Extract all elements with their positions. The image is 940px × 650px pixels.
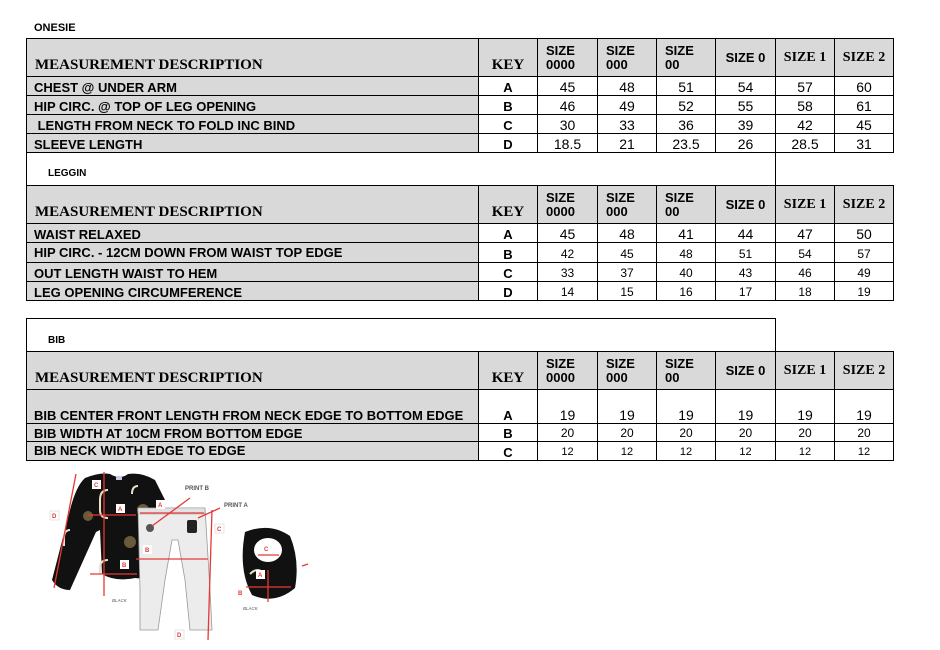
cell-size-00: 51 (657, 77, 716, 96)
table-header-row (27, 39, 894, 77)
leggin-section-header-box (26, 152, 776, 186)
table-row (27, 263, 894, 282)
cell-size-00: 23.5 (657, 134, 716, 153)
cell-size-2: 19 (835, 282, 894, 301)
svg-text:B: B (145, 548, 150, 554)
cell-size-0000: 33 (538, 263, 598, 282)
svg-text:A: A (158, 503, 163, 509)
leggin-size-table (26, 185, 894, 301)
table-row (27, 224, 894, 243)
cell-size-1: 54 (776, 243, 835, 263)
cell-size-0000: 12 (538, 442, 598, 461)
cell-size-0: 19 (716, 390, 776, 424)
cell-size-0: 26 (716, 134, 776, 153)
table-row (27, 282, 894, 301)
header-size-00 (657, 39, 716, 77)
cell-size-1: 19 (776, 390, 835, 424)
header-size-word: SIZE (606, 189, 635, 205)
row-key: A (479, 390, 538, 424)
cell-size-1: 12 (776, 442, 835, 461)
svg-text:C: C (264, 547, 269, 553)
cell-size-1: 47 (776, 224, 835, 243)
bib-section-header-box (26, 318, 776, 352)
cell-size-1: 58 (776, 96, 835, 115)
header-size-word: SIZE (665, 189, 694, 205)
cell-size-0000: 19 (538, 390, 598, 424)
row-key: D (479, 282, 538, 301)
cell-size-000: 49 (598, 96, 657, 115)
print-b-label: PRINT B (185, 486, 209, 492)
header-size-value: 0000 (546, 56, 575, 72)
header-size-word: SIZE (606, 355, 635, 371)
cell-size-2: 20 (835, 424, 894, 442)
cell-size-0000: 18.5 (538, 134, 598, 153)
cell-size-00: 41 (657, 224, 716, 243)
row-description: HIP CIRC. - 12CM DOWN FROM WAIST TOP EDGE (27, 243, 479, 263)
table-row (27, 134, 894, 153)
header-size-0000 (538, 186, 598, 224)
cell-size-00: 48 (657, 243, 716, 263)
row-description: SLEEVE LENGTH (27, 134, 479, 153)
header-size-000 (598, 39, 657, 77)
bib-graphic (243, 528, 297, 599)
row-key: B (479, 96, 538, 115)
header-size-00 (657, 186, 716, 224)
header-key: KEY (479, 186, 538, 224)
table-row (27, 77, 894, 96)
svg-text:D: D (177, 633, 182, 639)
cell-size-0: 12 (716, 442, 776, 461)
cell-size-00: 19 (657, 390, 716, 424)
header-size-1: SIZE 1 (776, 186, 835, 224)
cell-size-000: 48 (598, 77, 657, 96)
row-description: WAIST RELAXED (27, 224, 479, 243)
cell-size-2: 12 (835, 442, 894, 461)
svg-text:D: D (52, 514, 57, 520)
header-size-2: SIZE 2 (835, 39, 894, 77)
garment-measurement-illustration (40, 470, 310, 640)
bib-size-table (26, 351, 894, 461)
cell-size-00: 52 (657, 96, 716, 115)
svg-text:A: A (118, 507, 123, 513)
cell-size-0: 20 (716, 424, 776, 442)
cell-size-2: 19 (835, 390, 894, 424)
cell-size-000: 21 (598, 134, 657, 153)
cell-size-00: 36 (657, 115, 716, 134)
cell-size-1: 28.5 (776, 134, 835, 153)
bib-section-title: BIB (48, 335, 66, 346)
cell-size-000: 37 (598, 263, 657, 282)
print-a-label: PRINT A (224, 503, 248, 509)
cell-size-0: 43 (716, 263, 776, 282)
cell-size-2: 61 (835, 96, 894, 115)
header-size-value: 000 (606, 203, 628, 219)
leggings-graphic (138, 508, 212, 630)
header-size-value: 000 (606, 369, 628, 385)
header-size-0000 (538, 352, 598, 390)
cell-size-1: 18 (776, 282, 835, 301)
onesie-section-title: ONESIE (34, 22, 76, 34)
header-size-word: SIZE (606, 42, 635, 58)
svg-text:B: B (238, 591, 243, 597)
header-size-1: SIZE 1 (776, 352, 835, 390)
row-description: OUT LENGTH WAIST TO HEM (27, 263, 479, 282)
header-size-word: SIZE (546, 355, 575, 371)
svg-text:C: C (94, 483, 99, 489)
cell-size-1: 20 (776, 424, 835, 442)
header-size-0000 (538, 39, 598, 77)
table-row (27, 424, 894, 442)
cell-size-000: 19 (598, 390, 657, 424)
table-row (27, 243, 894, 263)
cell-size-0: 44 (716, 224, 776, 243)
header-size-2: SIZE 2 (835, 352, 894, 390)
header-size-0: SIZE 0 (716, 186, 776, 224)
row-description: HIP CIRC. @ TOP OF LEG OPENING (27, 96, 479, 115)
header-size-word: SIZE (665, 355, 694, 371)
header-key: KEY (479, 39, 538, 77)
header-size-value: 00 (665, 369, 680, 385)
cell-size-000: 48 (598, 224, 657, 243)
header-size-value: 00 (665, 56, 680, 72)
row-key: B (479, 243, 538, 263)
cell-size-0: 39 (716, 115, 776, 134)
header-measurement-description: MEASUREMENT DESCRIPTION (27, 39, 479, 77)
header-size-value: 00 (665, 203, 680, 219)
table-row (27, 442, 894, 461)
cell-size-0: 17 (716, 282, 776, 301)
header-measurement-description: MEASUREMENT DESCRIPTION (27, 352, 479, 390)
cell-size-2: 31 (835, 134, 894, 153)
cell-size-0000: 46 (538, 96, 598, 115)
table-row (27, 390, 894, 424)
header-size-value: 0000 (546, 369, 575, 385)
row-key: A (479, 224, 538, 243)
header-size-word: SIZE (546, 189, 575, 205)
cell-size-0000: 45 (538, 77, 598, 96)
cell-size-1: 46 (776, 263, 835, 282)
row-description: LEG OPENING CIRCUMFERENCE (27, 282, 479, 301)
header-measurement-description: MEASUREMENT DESCRIPTION (27, 186, 479, 224)
row-description: BIB WIDTH AT 10CM FROM BOTTOM EDGE (27, 424, 479, 442)
cell-size-00: 16 (657, 282, 716, 301)
svg-text:A: A (258, 573, 263, 579)
onesie-color-label: BLACK (112, 598, 127, 603)
header-size-word: SIZE (546, 42, 575, 58)
header-size-2: SIZE 2 (835, 186, 894, 224)
row-key: D (479, 134, 538, 153)
cell-size-0000: 30 (538, 115, 598, 134)
row-description: CHEST @ UNDER ARM (27, 77, 479, 96)
header-key: KEY (479, 352, 538, 390)
cell-size-0: 51 (716, 243, 776, 263)
cell-size-00: 20 (657, 424, 716, 442)
header-size-value: 000 (606, 56, 628, 72)
bib-color-label: BLACK (243, 606, 258, 611)
row-key: B (479, 424, 538, 442)
cell-size-0000: 42 (538, 243, 598, 263)
cell-size-1: 42 (776, 115, 835, 134)
cell-size-0: 55 (716, 96, 776, 115)
cell-size-0000: 20 (538, 424, 598, 442)
cell-size-1: 57 (776, 77, 835, 96)
onesie-size-table (26, 38, 894, 153)
header-size-word: SIZE (665, 42, 694, 58)
row-description: BIB NECK WIDTH EDGE TO EDGE (27, 442, 479, 461)
header-size-00 (657, 352, 716, 390)
cell-size-0000: 45 (538, 224, 598, 243)
header-size-1: SIZE 1 (776, 39, 835, 77)
cell-size-0000: 14 (538, 282, 598, 301)
cell-size-000: 20 (598, 424, 657, 442)
row-key: C (479, 442, 538, 461)
row-key: C (479, 263, 538, 282)
cell-size-0: 54 (716, 77, 776, 96)
cell-size-2: 57 (835, 243, 894, 263)
cell-size-2: 60 (835, 77, 894, 96)
header-size-000 (598, 352, 657, 390)
cell-size-2: 45 (835, 115, 894, 134)
cell-size-00: 40 (657, 263, 716, 282)
row-description: BIB CENTER FRONT LENGTH FROM NECK EDGE TO BOTTOM EDGE (27, 390, 479, 424)
table-row (27, 115, 894, 134)
table-header-row (27, 352, 894, 390)
leggin-section-title: LEGGIN (48, 168, 87, 179)
cell-size-000: 33 (598, 115, 657, 134)
svg-text:B: B (122, 563, 127, 569)
row-key: A (479, 77, 538, 96)
cell-size-00: 12 (657, 442, 716, 461)
header-size-000 (598, 186, 657, 224)
table-header-row (27, 186, 894, 224)
table-row (27, 96, 894, 115)
header-size-0: SIZE 0 (716, 352, 776, 390)
cell-size-000: 15 (598, 282, 657, 301)
cell-size-000: 45 (598, 243, 657, 263)
cell-size-2: 49 (835, 263, 894, 282)
row-key: C (479, 115, 538, 134)
row-description: LENGTH FROM NECK TO FOLD INC BIND (27, 115, 479, 134)
cell-size-000: 12 (598, 442, 657, 461)
svg-text:C: C (217, 527, 222, 533)
cell-size-2: 50 (835, 224, 894, 243)
header-size-0: SIZE 0 (716, 39, 776, 77)
header-size-value: 0000 (546, 203, 575, 219)
